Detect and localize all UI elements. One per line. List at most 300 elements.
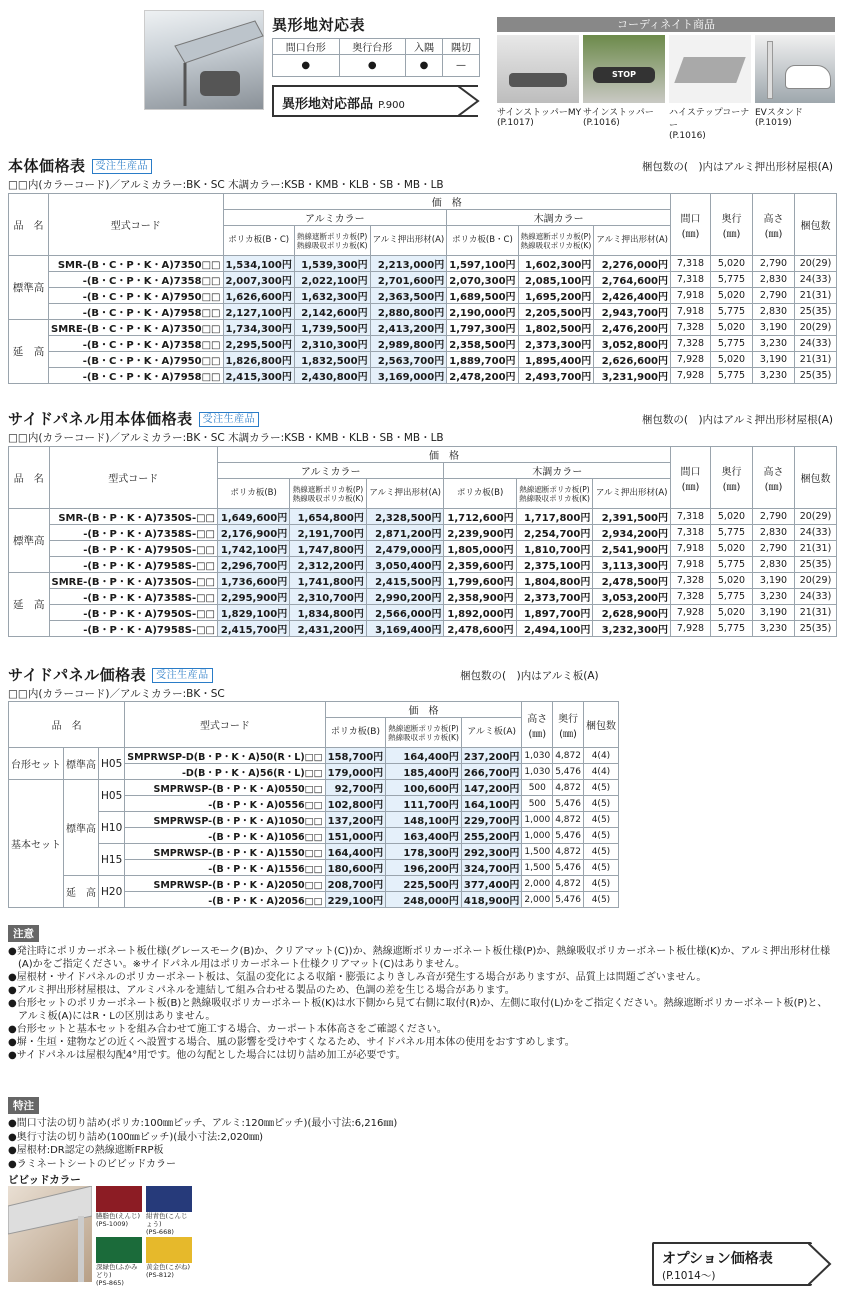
- t3-price: 237,200円: [461, 748, 522, 764]
- option-link[interactable]: [652, 1242, 812, 1286]
- table-row: [9, 320, 837, 336]
- t2-dim: 7,928: [671, 605, 711, 621]
- t2-table: [8, 446, 837, 637]
- t1-title: 本体価格表: [8, 157, 86, 175]
- t1-h-kakaku: 価 格: [223, 194, 671, 210]
- vivid-carport-illustration: [8, 1186, 92, 1282]
- table-row: [9, 525, 837, 541]
- t1-h-alumi: アルミカラー: [223, 210, 447, 226]
- t3-price: 225,500円: [386, 876, 462, 892]
- t2-color-note: □□内(カラーコード)／アルミカラー:BK・SC 木調カラー:KSB・KMB・KLB・SB・MB・LB: [8, 432, 444, 444]
- t1-model-code: -(B・C・P・K・A)7958□□: [49, 304, 223, 320]
- t2-title: サイドパネル用本体価格表: [8, 410, 193, 428]
- t1-price: 2,205,500円: [518, 304, 594, 320]
- table-row: [9, 288, 837, 304]
- t1-price: 1,734,300円: [223, 320, 294, 336]
- t3-body: [9, 748, 619, 908]
- t3-price: 137,200円: [325, 812, 386, 828]
- swatch-code: (PS-812): [146, 1271, 174, 1279]
- table-row: [9, 844, 619, 860]
- t2-pack-note: 梱包数の( )内はアルミ押出形材屋根(A): [641, 414, 833, 426]
- swatch-code: (PS-668): [146, 1228, 174, 1236]
- t2-price: 2,254,700円: [516, 525, 593, 541]
- swatch-color: [96, 1186, 142, 1212]
- table-row: [9, 304, 837, 320]
- t1-price: 2,127,100円: [223, 304, 294, 320]
- t3-price: 324,700円: [461, 860, 522, 876]
- table-row: [9, 876, 619, 892]
- swatch-name: 深緑色(ふかみどり): [96, 1263, 138, 1279]
- t2-price: 2,391,500円: [593, 509, 671, 525]
- t1-price: 2,213,000円: [370, 256, 447, 272]
- t3-price: 377,400円: [461, 876, 522, 892]
- t1-pack-note: 梱包数の( )内はアルミ押出形材屋根(A): [641, 161, 833, 173]
- t2-model-code: -(B・P・K・A)7958S-□□: [49, 621, 218, 637]
- t3-dim: 4(4): [583, 748, 618, 764]
- t2-model-code: SMR-(B・P・K・A)7350S-□□: [49, 509, 218, 525]
- t1-price: 1,597,100円: [447, 256, 518, 272]
- t2-price: 1,834,800円: [290, 605, 367, 621]
- t2-model-code: -(B・P・K・A)7358S-□□: [49, 525, 218, 541]
- t1-dim: 5,020: [711, 256, 753, 272]
- t2-dim: 3,230: [753, 621, 795, 637]
- table-row: [9, 541, 837, 557]
- t3-h-c2: [386, 718, 462, 748]
- table-row: [9, 352, 837, 368]
- t3-dim: 5,476: [553, 860, 584, 876]
- t3-price: 208,700円: [325, 876, 386, 892]
- t3-dim: 4,872: [553, 748, 584, 764]
- t3-dim: 500: [522, 780, 553, 796]
- t2-price: 2,375,100円: [516, 557, 593, 573]
- t2-price: 1,897,700円: [516, 605, 593, 621]
- note-item: ●台形セットのポリカーボネート板(B)と熱線吸収ポリカーボネート板(K)は水下側から見て右側に取付(R)か、左側に取付(L)かをご指定ください。熱線遮断ポリカーボネート板(P)と、アルミ板(A)にはR・Lの区別はありません。: [8, 998, 828, 1022]
- t3-dim: 5,476: [553, 828, 584, 844]
- t1-h-c2: 熱線遮断ポリカ板(P) 熱線吸収ポリカ板(K): [294, 226, 370, 256]
- t3-dim: 4(4): [583, 764, 618, 780]
- t2-price: 1,804,800円: [516, 573, 593, 589]
- vivid-swatch: [96, 1186, 142, 1228]
- t2-h-konpo: 梱包数: [795, 447, 837, 509]
- t3-dim: 4(5): [583, 892, 618, 908]
- option-label: オプション価格表: [662, 1251, 773, 1267]
- t3-dim: 1,500: [522, 860, 553, 876]
- t1-group-name: 標準高: [9, 256, 49, 320]
- t1-dim: 2,830: [753, 272, 795, 288]
- t3-price: 248,000円: [386, 892, 462, 908]
- t1-price: 2,880,800円: [370, 304, 447, 320]
- swatch-name: 臙脂色(えんじ): [96, 1212, 141, 1220]
- t2-dim: 21(31): [795, 541, 837, 557]
- t3-dim: 4(5): [583, 844, 618, 860]
- t1-h-code: 型式コード: [49, 194, 223, 256]
- t1-dim: 7,328: [671, 320, 711, 336]
- table-row: [9, 509, 837, 525]
- t2-dim: 2,830: [753, 525, 795, 541]
- t2-dim: 7,918: [671, 557, 711, 573]
- features-section: [8, 1094, 836, 1171]
- t1-price: 1,534,100円: [223, 256, 294, 272]
- t2-dim: 7,328: [671, 589, 711, 605]
- t2-price: 2,541,900円: [593, 541, 671, 557]
- t3-title: サイドパネル価格表: [8, 666, 147, 684]
- t3-price: 178,300円: [386, 844, 462, 860]
- table-row: [9, 605, 837, 621]
- t2-group-name: 延 高: [9, 573, 50, 637]
- t1-price: 1,832,500円: [294, 352, 370, 368]
- t2-dim: 5,775: [711, 621, 753, 637]
- t2-dim: 24(33): [795, 525, 837, 541]
- t2-price: 2,871,200円: [366, 525, 444, 541]
- irregular-table-title: 異形地対応表: [272, 16, 366, 34]
- vivid-photo: [8, 1186, 92, 1282]
- t2-h-c3: アルミ押出形材(A): [366, 479, 444, 509]
- t3-dim: 4(5): [583, 780, 618, 796]
- irregular-table: [272, 38, 480, 77]
- t2-price: 2,566,000円: [366, 605, 444, 621]
- t1-h-okuyuki: 奥行 (㎜): [711, 194, 753, 256]
- coord-name: サインストッパーMY: [497, 108, 582, 118]
- t3-price: 255,200円: [461, 828, 522, 844]
- t2-price: 1,649,600円: [218, 509, 290, 525]
- t3-badge: 受注生産品: [152, 668, 213, 683]
- t1-price: 3,052,800円: [594, 336, 671, 352]
- t2-dim: 2,790: [753, 541, 795, 557]
- t1-price: 3,231,900円: [594, 368, 671, 384]
- t3-price: 100,600円: [386, 780, 462, 796]
- t1-price: 1,889,700円: [447, 352, 518, 368]
- t2-h-maguchi: 間口 (㎜): [671, 447, 711, 509]
- t2-price: 2,295,900円: [218, 589, 290, 605]
- vivid-title: ビビッドカラー: [8, 1174, 81, 1186]
- t1-dim: 5,775: [711, 304, 753, 320]
- t2-price: 2,478,600円: [444, 621, 516, 637]
- t3-price: 148,100円: [386, 812, 462, 828]
- irr-m0: ●: [273, 55, 340, 77]
- t3-model-code: -(B・P・K・A)1056□□: [125, 828, 325, 844]
- t1-price: 2,007,300円: [223, 272, 294, 288]
- t2-price: 1,717,800円: [516, 509, 593, 525]
- t1-h-maguchi: 間口 (㎜): [671, 194, 711, 256]
- parts-arrow-icon: [458, 85, 480, 117]
- table-row: [9, 557, 837, 573]
- t3-model-code: -(B・P・K・A)0556□□: [125, 796, 325, 812]
- t2-badge: 受注生産品: [199, 412, 260, 427]
- t2-h-c1: ポリカ板(B): [218, 479, 290, 509]
- t1-model-code: -(B・C・P・K・A)7958□□: [49, 368, 223, 384]
- t1-price: 1,689,500円: [447, 288, 518, 304]
- t2-h-code: 型式コード: [49, 447, 218, 509]
- t3-h-c1: ポリカ板(B): [325, 718, 386, 748]
- coord-item-3[interactable]: [755, 105, 835, 128]
- t3-cat-kihon: 基本セット: [9, 780, 64, 908]
- t1-price: 3,169,000円: [370, 368, 447, 384]
- t1-price: 1,695,200円: [518, 288, 594, 304]
- t2-dim: 2,790: [753, 509, 795, 525]
- coord-page: (P.1017): [497, 118, 534, 128]
- t2-price: 1,892,000円: [444, 605, 516, 621]
- coord-photos: [497, 35, 835, 105]
- t2-price: 2,191,700円: [290, 525, 367, 541]
- t1-price: 1,539,300円: [294, 256, 370, 272]
- t2-price: 2,312,200円: [290, 557, 367, 573]
- t1-dim: 5,775: [711, 368, 753, 384]
- t3-dim: 1,500: [522, 844, 553, 860]
- t2-dim: 25(35): [795, 621, 837, 637]
- t2-dim: 21(31): [795, 605, 837, 621]
- t3-cat-daikei: 台形セット: [9, 748, 64, 780]
- parts-page: P.900: [378, 100, 405, 111]
- t1-price: 2,022,100円: [294, 272, 370, 288]
- t1-price: 2,070,300円: [447, 272, 518, 288]
- irr-h1: 奥行台形: [339, 39, 406, 55]
- t2-price: 3,169,400円: [366, 621, 444, 637]
- coord-page: (P.1016): [669, 131, 706, 141]
- t3-price: 292,300円: [461, 844, 522, 860]
- t2-price: 2,176,900円: [218, 525, 290, 541]
- t3-dim: 500: [522, 796, 553, 812]
- table-row: [9, 336, 837, 352]
- t3-h-c3: アルミ板(A): [461, 718, 522, 748]
- t3-cat-h20: H20: [99, 876, 125, 908]
- t1-price: 1,826,800円: [223, 352, 294, 368]
- coord-item-2[interactable]: [669, 105, 755, 141]
- swatch-code: (PS-1009): [96, 1220, 129, 1228]
- t3-model-code: -(B・P・K・A)1556□□: [125, 860, 325, 876]
- t1-model-code: -(B・C・P・K・A)7358□□: [49, 272, 223, 288]
- t2-h-wood: 木調カラー: [444, 463, 671, 479]
- t2-price: 1,799,600円: [444, 573, 516, 589]
- note-item: ●アルミ押出形材屋根は、アルミパネルを連結して組み合わせる製品のため、色調の差を生じる場合があります。: [8, 985, 515, 996]
- high-step-photo: [669, 35, 751, 103]
- t2-dim: 3,190: [753, 573, 795, 589]
- t2-price: 3,232,300円: [593, 621, 671, 637]
- t2-h-c2: 熱線遮断ポリカ板(P) 熱線吸収ポリカ板(K): [516, 479, 593, 509]
- t1-price: 2,989,800円: [370, 336, 447, 352]
- t1-price: 1,739,500円: [294, 320, 370, 336]
- t1-model-code: SMRE-(B・C・P・K・A)7350□□: [49, 320, 223, 336]
- t3-dim: 4,872: [553, 812, 584, 828]
- t1-price: 2,626,600円: [594, 352, 671, 368]
- option-page: (P.1014〜): [662, 1270, 716, 1282]
- t2-price: 1,810,700円: [516, 541, 593, 557]
- coord-name: サインストッパー: [583, 108, 654, 118]
- t1-price: 2,701,600円: [370, 272, 447, 288]
- t2-h-takasa: 高さ (㎜): [753, 447, 795, 509]
- sign-stopper-photo: STOP: [583, 35, 665, 103]
- t3-h-konpo: 梱包数: [583, 702, 618, 748]
- t3-price: 164,100円: [461, 796, 522, 812]
- table-row: [9, 780, 619, 796]
- feature-item: ●間口寸法の切り詰め(ポリカ:100㎜ピッチ、アルミ:120㎜ピッチ)(最小寸法:6,216㎜): [8, 1118, 398, 1129]
- sign-stopper-my-photo: [497, 35, 579, 103]
- vivid-swatch: [96, 1237, 142, 1287]
- t1-group-name: 延 高: [9, 320, 49, 384]
- t2-title-row: [8, 408, 259, 429]
- t3-cat-h05: H05: [99, 780, 125, 812]
- t3-price: 92,700円: [325, 780, 386, 796]
- t2-price: 2,358,900円: [444, 589, 516, 605]
- t2-price: 2,494,100円: [516, 621, 593, 637]
- irr-m1: ●: [339, 55, 406, 77]
- table-row: [9, 621, 837, 637]
- t3-dim: 1,030: [522, 748, 553, 764]
- t2-h-c1: ポリカ板(B): [444, 479, 516, 509]
- t2-dim: 7,328: [671, 573, 711, 589]
- t3-dim: 4(5): [583, 812, 618, 828]
- note-item: ●台形セットと基本セットを組み合わせて施工する場合、カーポート本体高さをご確認ください。: [8, 1024, 447, 1035]
- t1-price: 1,797,300円: [447, 320, 518, 336]
- t1-price: 2,295,500円: [223, 336, 294, 352]
- swatch-code: (PS-865): [96, 1279, 124, 1287]
- t1-h-c3: アルミ押出形材(A): [594, 226, 671, 256]
- t1-dim: 3,230: [753, 336, 795, 352]
- t1-dim: 7,918: [671, 304, 711, 320]
- t2-price: 2,239,900円: [444, 525, 516, 541]
- t1-dim: 21(31): [795, 352, 837, 368]
- t2-dim: 5,020: [711, 509, 753, 525]
- t3-price: 164,400円: [386, 748, 462, 764]
- coord-name: ハイステップコーナー: [669, 108, 750, 131]
- table-row: [9, 368, 837, 384]
- t3-model-code: SMPRWSP-(B・P・K・A)0550□□: [125, 780, 325, 796]
- t1-price: 2,430,800円: [294, 368, 370, 384]
- coord-item-1[interactable]: [583, 105, 669, 128]
- t1-price: 2,415,300円: [223, 368, 294, 384]
- t1-price: 1,626,600円: [223, 288, 294, 304]
- coord-page: (P.1019): [755, 118, 792, 128]
- t1-dim: 5,775: [711, 336, 753, 352]
- features-list: [8, 1117, 836, 1171]
- t2-dim: 2,830: [753, 557, 795, 573]
- t3-cat-h10: H10: [99, 812, 125, 844]
- t1-price: 2,190,000円: [447, 304, 518, 320]
- t2-price: 2,328,500円: [366, 509, 444, 525]
- t1-price: 2,358,500円: [447, 336, 518, 352]
- t1-price: 2,363,500円: [370, 288, 447, 304]
- t1-model-code: -(B・C・P・K・A)7358□□: [49, 336, 223, 352]
- t3-dim: 5,476: [553, 764, 584, 780]
- table-row: [9, 272, 837, 288]
- t1-badge: 受注生産品: [92, 159, 153, 174]
- t2-price: 2,431,200円: [290, 621, 367, 637]
- t3-cat-h05a: H05: [99, 748, 125, 780]
- t3-dim: 1,030: [522, 764, 553, 780]
- t1-dim: 20(29): [795, 320, 837, 336]
- t2-dim: 24(33): [795, 589, 837, 605]
- t2-price: 1,712,600円: [444, 509, 516, 525]
- swatch-name: 黄金色(こがね): [146, 1263, 191, 1271]
- t2-price: 2,415,700円: [218, 621, 290, 637]
- t1-dim: 2,830: [753, 304, 795, 320]
- t1-price: 2,493,700円: [518, 368, 594, 384]
- parts-link[interactable]: [272, 85, 478, 117]
- t3-price: 111,700円: [386, 796, 462, 812]
- irr-h2: 入隅: [406, 39, 443, 55]
- swatch-color: [96, 1237, 142, 1263]
- note-item: ●屋根材・サイドパネルのポリカーボネート板は、気温の変化による収縮・膨張によりきしみ音が発生する場合がありますが、品質上は問題ございません。: [8, 972, 707, 983]
- t3-color-note: □□内(カラーコード)／アルミカラー:BK・SC: [8, 688, 225, 700]
- note-item: ●発注時にポリカーボネート板仕様(グレースモーク(B)か、クリアマット(C))か、熱線遮断ポリカーボネート板仕様(P)か、熱線吸収ポリカーボネート板仕様(K)か、アルミ押出形材仕様(A)かをご指定ください。※サイドパネル用はポリカーボネート仕様クリアマット(C)はありません。: [8, 946, 831, 970]
- t1-dim: 25(35): [795, 304, 837, 320]
- notes-section: [8, 922, 836, 1062]
- notes-title: 注意: [8, 925, 39, 942]
- t3-model-code: SMPRWSP-D(B・P・K・A)50(R・L)□□: [125, 748, 325, 764]
- t3-price: 196,200円: [386, 860, 462, 876]
- t3-dim: 4(5): [583, 796, 618, 812]
- t1-dim: 7,328: [671, 336, 711, 352]
- t3-model-code: SMPRWSP-(B・P・K・A)1550□□: [125, 844, 325, 860]
- note-item: ●塀・生垣・建物などの近くへ設置する場合、風の影響を受けやすくなるため、サイドパネル用本体の使用をおすすめします。: [8, 1037, 575, 1048]
- coord-page: (P.1016): [583, 118, 620, 128]
- t3-dim: 1,000: [522, 812, 553, 828]
- table-row: [9, 256, 837, 272]
- t2-model-code: -(B・P・K・A)7958S-□□: [49, 557, 218, 573]
- table-row: [9, 748, 619, 764]
- t3-dim: 1,000: [522, 828, 553, 844]
- t1-dim: 7,918: [671, 288, 711, 304]
- t2-model-code: SMRE-(B・P・K・A)7350S-□□: [49, 573, 218, 589]
- feature-item: ●奥行寸法の切り詰め(100㎜ピッチ)(最小寸法:2,020㎜): [8, 1131, 264, 1143]
- t2-dim: 5,775: [711, 525, 753, 541]
- t2-h-c2: 熱線遮断ポリカ板(P) 熱線吸収ポリカ板(K): [290, 479, 367, 509]
- feature-item: ●ラミネートシートのビビッドカラー: [8, 1158, 177, 1170]
- t3-price: 185,400円: [386, 764, 462, 780]
- t3-cat-h15: H15: [99, 844, 125, 876]
- t2-price: 2,478,500円: [593, 573, 671, 589]
- irr-h3: 隅切: [443, 39, 480, 55]
- t3-model-code: SMPRWSP-(B・P・K・A)1050□□: [125, 812, 325, 828]
- t2-price: 2,990,200円: [366, 589, 444, 605]
- t1-dim: 25(35): [795, 368, 837, 384]
- t1-dim: 3,190: [753, 320, 795, 336]
- t1-h-c1: ポリカ板(B・C): [447, 226, 518, 256]
- t2-price: 1,654,800円: [290, 509, 367, 525]
- t1-dim: 5,775: [711, 272, 753, 288]
- swatch-color: [146, 1186, 192, 1212]
- t2-model-code: -(B・P・K・A)7950S-□□: [49, 541, 218, 557]
- t2-h-okuyuki: 奥行 (㎜): [711, 447, 753, 509]
- t1-price: 2,413,200円: [370, 320, 447, 336]
- t2-price: 3,050,400円: [366, 557, 444, 573]
- t1-price: 2,764,600円: [594, 272, 671, 288]
- t3-h-takasa: 高さ (㎜): [522, 702, 553, 748]
- table-row: [9, 589, 837, 605]
- t2-price: 2,359,600円: [444, 557, 516, 573]
- option-arrow-icon: [808, 1242, 832, 1286]
- t2-dim: 5,775: [711, 557, 753, 573]
- t3-price: 102,800円: [325, 796, 386, 812]
- t3-price: 179,000円: [325, 764, 386, 780]
- t2-price: 2,415,500円: [366, 573, 444, 589]
- t3-dim: 4(5): [583, 860, 618, 876]
- t1-h-hinmei: 品 名: [9, 194, 49, 256]
- t2-h-kakaku: 価 格: [218, 447, 671, 463]
- coord-item-0[interactable]: [497, 105, 583, 128]
- t2-price: 1,747,800円: [290, 541, 367, 557]
- t3-dim: 5,476: [553, 796, 584, 812]
- t1-dim: 7,928: [671, 352, 711, 368]
- t1-h-c2: 熱線遮断ポリカ板(P) 熱線吸収ポリカ板(K): [518, 226, 594, 256]
- t1-price: 1,895,400円: [518, 352, 594, 368]
- t3-price: 163,400円: [386, 828, 462, 844]
- t1-dim: 7,318: [671, 272, 711, 288]
- t2-dim: 3,190: [753, 605, 795, 621]
- irr-m3: —: [443, 55, 480, 77]
- t2-price: 1,741,800円: [290, 573, 367, 589]
- t1-color-note: □□内(カラーコード)／アルミカラー:BK・SC 木調カラー:KSB・KMB・KLB・SB・MB・LB: [8, 179, 444, 191]
- t1-table: [8, 193, 837, 384]
